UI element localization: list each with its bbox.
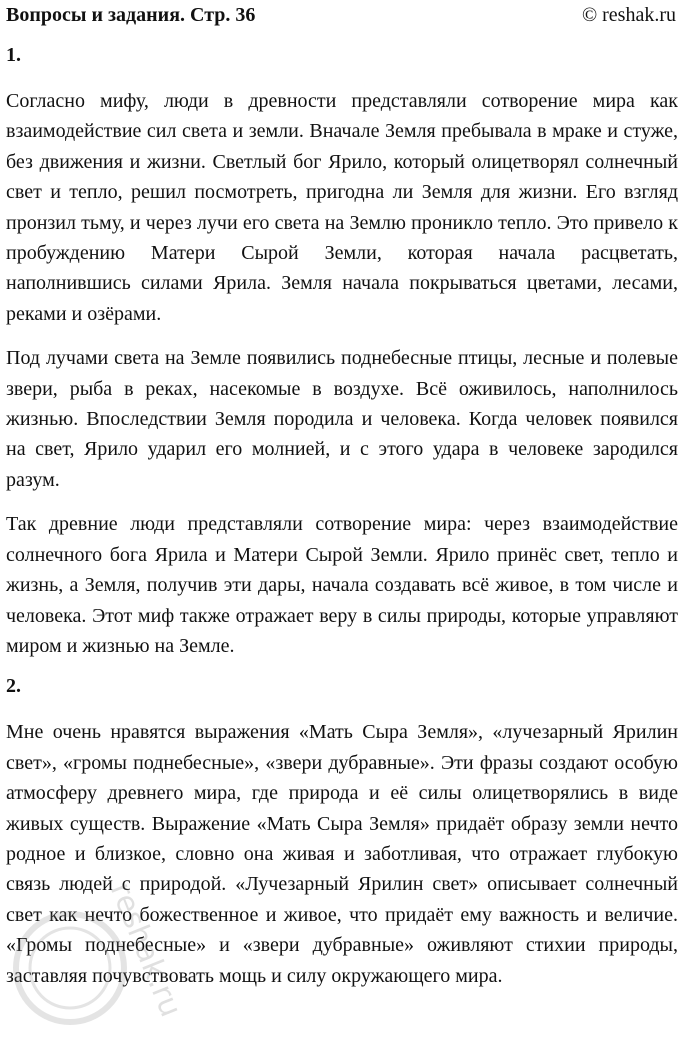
watermark-text: reshak.ru: [102, 877, 189, 1022]
paragraph: Согласно мифу, люди в древности представляли сотворение мира как взаимодействие сил света и земли. Вначале Земля пребывала в мраке и стуже, без движения и жизни. Светлый бог Ярило, который олицетворял солнечный свет и тепло, решил посмотреть, пригодна ли Земля для жизни. Его взгляд пронзил тьму, и через лучи его света на Землю проникло тепло. Это привело к пробуждению Матери Сырой Земли, которая начала расцветать, наполнившись силами Ярила. Земля начала покрываться цветами, лесами, реками и озёрами.: [6, 90, 678, 325]
paragraph: Под лучами света на Земле появились поднебесные птицы, лесные и полевые звери, рыба в реках, насекомые в воздухе. Всё оживилось, наполнилось жизнью. Впоследствии Земля породила и человека. Когда человек появился на свет, Ярило ударил его молнией, и с этого удара в человеке зародился разум.: [6, 347, 678, 491]
section-number: 2.: [6, 675, 21, 698]
section-1: [6, 40, 678, 661]
paragraph: Так древние люди представляли сотворение мира: через взаимодействие солнечного бога Ярила и Матери Сырой Земли. Ярило принёс свет, тепло и жизнь, а Земля, получив эти дары, начала создавать всё живое, в том числе и человека. Этот миф также отражает веру в силы природы, которые управляют миром и жизнью на Земле.: [6, 513, 678, 657]
document-page: [6, 0, 678, 991]
page-header: [6, 0, 678, 30]
site-copyright: © reshak.ru: [581, 4, 676, 26]
section-number: 1.: [6, 44, 21, 66]
page-title: Вопросы и задания. Стр. 36: [6, 4, 256, 26]
paragraph: Мне очень нравятся выражения «Мать Сыра Земля», «лучезарный Ярилин свет», «громы поднебесные», «звери дубравные». Эти фразы создают особую атмосферу древнего мира, где природа и её силы олицетворялись в виде живых существ. Выражение «Мать Сыра Земля» придаёт образу земли нечто родное и близкое, словно она живая и заботливая, что отражает глубокую связь людей с природой. «Лучезарный Ярилин свет» описывает солнечный свет как нечто божественное и живое, что придаёт ему важность и величие. «Громы поднебесные» и «звери дубравные» оживляют стихии природы, заставляя почувствовать мощь и силу окружающего мира.: [6, 721, 678, 987]
section-2: [6, 671, 678, 991]
